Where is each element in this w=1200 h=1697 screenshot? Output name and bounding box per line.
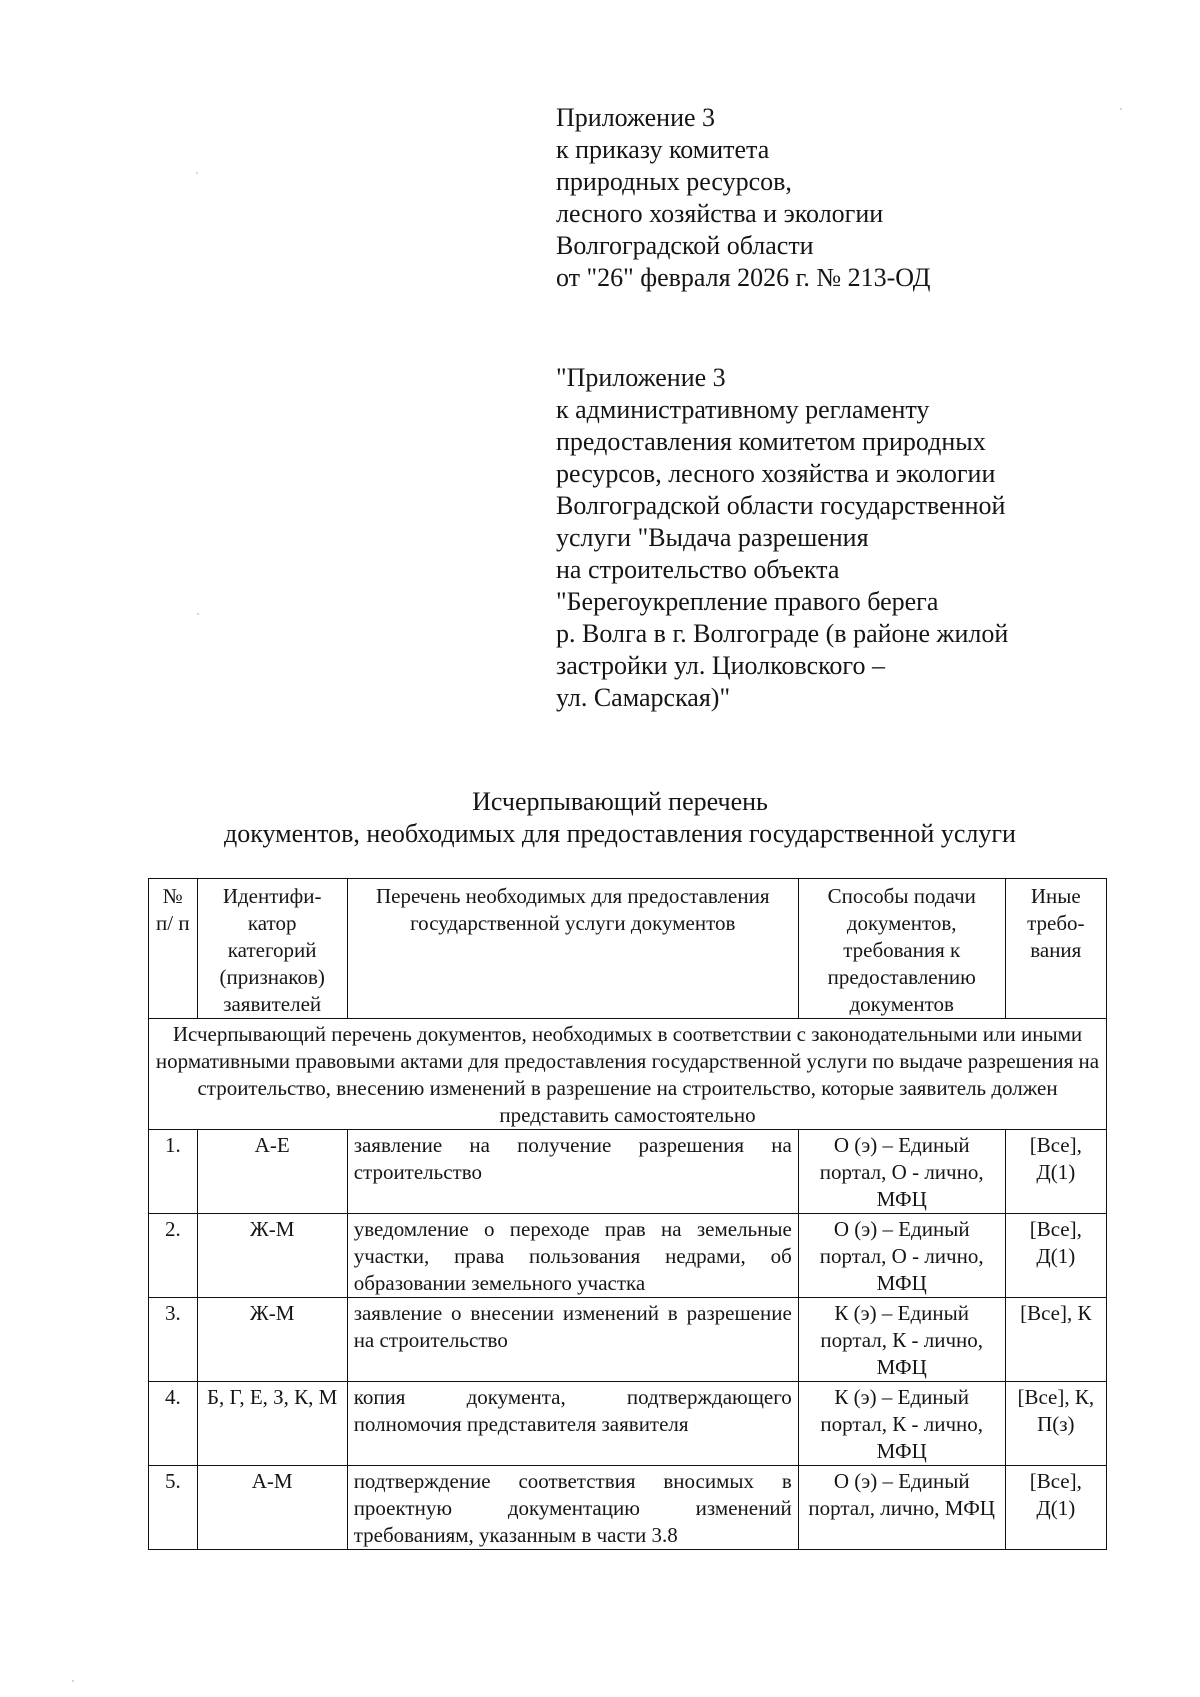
annex-regulation-line: застройки ул. Циолковского – [556, 651, 885, 680]
row-document: заявление на получение разрешения на строительство [347, 1130, 798, 1214]
row-method: К (э) – Единый портал, К - лично, МФЦ [798, 1298, 1005, 1382]
annex-regulation-line: "Берегоукрепление правого берега [556, 587, 939, 616]
annex-order-line: природных ресурсов, [556, 167, 792, 196]
annex-regulation-line: ул. Самарская)" [556, 683, 731, 712]
row-method: К (э) – Единый портал, К - лично, МФЦ [798, 1382, 1005, 1466]
row-identifier: Ж-М [197, 1214, 347, 1298]
annex-order-block [556, 102, 1076, 294]
table-header-row [149, 879, 1107, 1019]
row-identifier: Ж-М [197, 1298, 347, 1382]
row-number: 1. [149, 1130, 198, 1214]
header-other: Иные требо- вания [1005, 879, 1106, 1019]
table-row [149, 1382, 1107, 1466]
annex-regulation-line: р. Волга в г. Волгограде (в районе жилой [556, 619, 1009, 648]
document-title-line-1: Исчерпывающий перечень [472, 787, 768, 816]
row-other: [Все], К [1005, 1298, 1106, 1382]
scan-speck [72, 1680, 74, 1682]
annex-regulation-line: предоставления комитетом природных [556, 427, 986, 456]
section-title: Исчерпывающий перечень документов, необходимых в соответствии с законодательными или иными нормативными правовыми актами для предоставления государственной услуги по выдаче разрешения на строительство, внесению изменений в разрешение на строительство, которые заявитель должен представить самостоятельно [149, 1019, 1107, 1130]
row-document: уведомление о переходе прав на земельные участки, права пользования недрами, об образовании земельного участка [347, 1214, 798, 1298]
header-documents: Перечень необходимых для предоставления государственной услуги документов [347, 879, 798, 1019]
annex-regulation-block [556, 362, 1076, 714]
annex-regulation-line: ресурсов, лесного хозяйства и экологии [556, 459, 996, 488]
annex-order-line: от "26" февраля 2026 г. № 213-ОД [556, 263, 931, 292]
annex-order-line: к приказу комитета [556, 135, 770, 164]
table-row [149, 1214, 1107, 1298]
row-document: заявление о внесении изменений в разрешение на строительство [347, 1298, 798, 1382]
annex-regulation-line: на строительство объекта [556, 555, 840, 584]
table-row [149, 1130, 1107, 1214]
header-methods: Способы подачи документов, требования к предоставлению документов [798, 879, 1005, 1019]
scan-speck [197, 613, 199, 615]
annex-order-line: лесного хозяйства и экологии [556, 199, 884, 228]
row-number: 4. [149, 1382, 198, 1466]
row-document: копия документа, подтверждающего полномочия представителя заявителя [347, 1382, 798, 1466]
scan-speck [196, 172, 198, 174]
row-other: [Все], Д(1) [1005, 1214, 1106, 1298]
document-title [150, 786, 1090, 850]
annex-regulation-line: услуги "Выдача разрешения [556, 523, 869, 552]
row-identifier: А-Е [197, 1130, 347, 1214]
document-title-line-2: документов, необходимых для предоставления государственной услуги [224, 819, 1016, 848]
row-number: 3. [149, 1298, 198, 1382]
annex-regulation-line: "Приложение 3 [556, 363, 726, 392]
table-row [149, 1466, 1107, 1550]
row-number: 5. [149, 1466, 198, 1550]
header-identifier: Идентифи- катор категорий (признаков) заявителей [197, 879, 347, 1019]
row-identifier: Б, Г, Е, З, К, М [197, 1382, 347, 1466]
row-identifier: А-М [197, 1466, 347, 1550]
annex-regulation-line: Волгоградской области государственной [556, 491, 1006, 520]
annex-regulation-line: к административному регламенту [556, 395, 930, 424]
documents-table [148, 878, 1107, 1550]
annex-order-line: Приложение 3 [556, 103, 716, 132]
row-other: [Все], К, П(з) [1005, 1382, 1106, 1466]
table-row [149, 1298, 1107, 1382]
header-number: № п/ п [149, 879, 198, 1019]
row-number: 2. [149, 1214, 198, 1298]
scan-speck [1120, 108, 1122, 110]
section-row [149, 1019, 1107, 1130]
row-other: [Все], Д(1) [1005, 1130, 1106, 1214]
row-method: О (э) – Единый портал, О - лично, МФЦ [798, 1214, 1005, 1298]
row-other: [Все], Д(1) [1005, 1466, 1106, 1550]
row-method: О (э) – Единый портал, О - лично, МФЦ [798, 1130, 1005, 1214]
row-method: О (э) – Единый портал, лично, МФЦ [798, 1466, 1005, 1550]
row-document: подтверждение соответствия вносимых в проектную документацию изменений требованиям, указанным в части 3.8 [347, 1466, 798, 1550]
annex-order-line: Волгоградской области [556, 231, 814, 260]
